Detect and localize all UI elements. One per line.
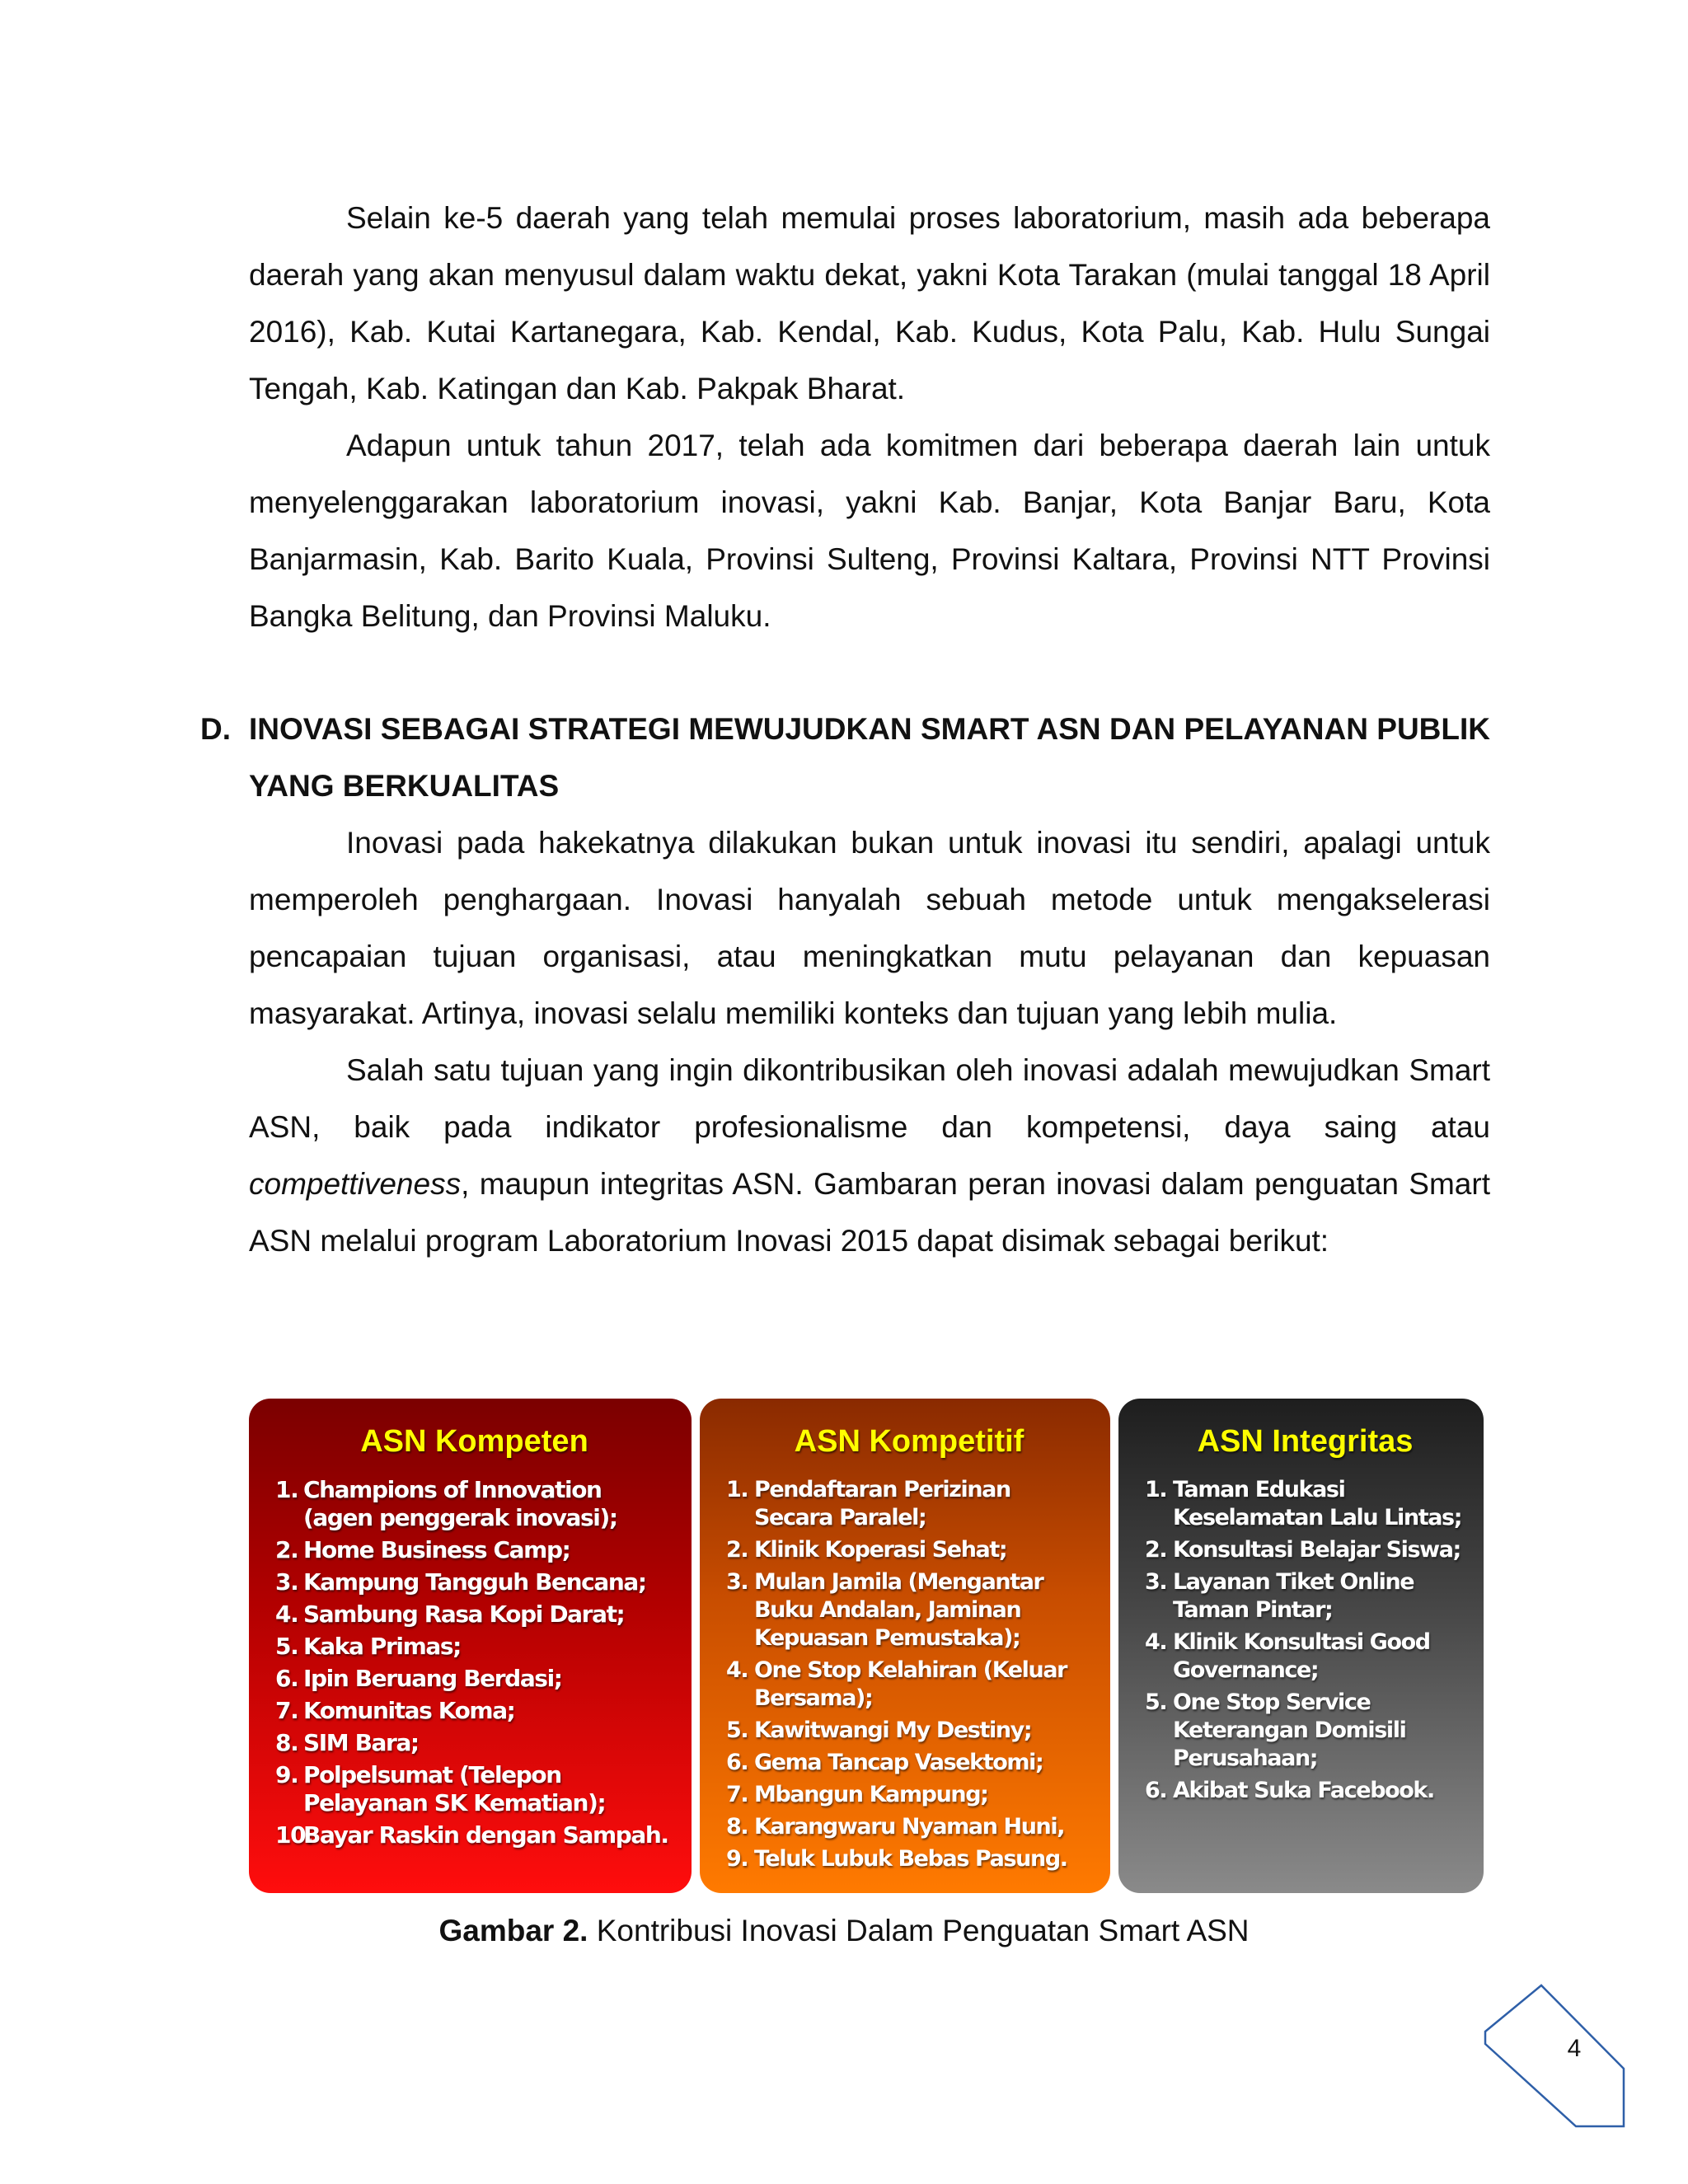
list-item bbox=[1145, 1476, 1465, 1532]
item-number: 3. bbox=[726, 1569, 748, 1595]
item-number: 6. bbox=[1145, 1778, 1167, 1803]
item-number: 8. bbox=[275, 1729, 298, 1756]
card-asn-integritas bbox=[1118, 1399, 1484, 1893]
item-number: 6. bbox=[726, 1750, 748, 1775]
intro-paragraph-1: Selain ke-5 daerah yang telah memulai proses laboratorium, masih ada beberapa daerah yang akan menyusul dalam waktu dekat, yakni Kota Tarakan (mulai tanggal 18 April 2016), Kab. Kutai Kartanegara, Kab. Kendal, Kab. Kudus, Kota Palu, Kab. Hulu Sungai Tengah, Kab. Katingan dan Kab. Pakpak Bharat. bbox=[249, 201, 1490, 405]
item-text: One Stop Service Keterangan Domisili Perusahaan; bbox=[1173, 1690, 1406, 1771]
list-item bbox=[726, 1813, 1092, 1841]
list-item bbox=[726, 1657, 1092, 1713]
item-number: 1. bbox=[726, 1477, 748, 1502]
item-text: Akibat Suka Facebook. bbox=[1173, 1778, 1434, 1803]
section-paragraph-2 bbox=[249, 1042, 1490, 1269]
item-number: 4. bbox=[275, 1601, 298, 1628]
item-text: Home Business Camp; bbox=[303, 1536, 570, 1563]
section-heading bbox=[200, 701, 1490, 814]
item-text: Klinik Koperasi Sehat; bbox=[754, 1537, 1007, 1563]
item-text: Pendaftaran Perizinan Secara Paralel; bbox=[754, 1477, 1010, 1530]
item-text: Taman Edukasi Keselamatan Lalu Lintas; bbox=[1173, 1477, 1462, 1530]
list-item bbox=[726, 1781, 1092, 1809]
item-number: 9. bbox=[275, 1761, 298, 1788]
item-text: Gema Tancap Vasektomi; bbox=[754, 1750, 1043, 1775]
item-text: Kaka Primas; bbox=[303, 1633, 461, 1660]
item-text: Polpelsumat (Telepon Pelayanan SK Kematian); bbox=[303, 1761, 606, 1816]
italic-term: compettiveness bbox=[249, 1167, 462, 1201]
card-title: ASN Integritas bbox=[1197, 1424, 1414, 1459]
list-item bbox=[1145, 1777, 1465, 1805]
list-item bbox=[275, 1761, 673, 1817]
item-number: 5. bbox=[1145, 1690, 1167, 1715]
page-number: 4 bbox=[1567, 2035, 1582, 2062]
list-item bbox=[726, 1536, 1092, 1564]
item-text: Sambung Rasa Kopi Darat; bbox=[303, 1601, 625, 1628]
list-item bbox=[275, 1821, 673, 1849]
list-item bbox=[275, 1601, 673, 1629]
item-number: 9. bbox=[726, 1846, 748, 1872]
intro-paragraph-2: Adapun untuk tahun 2017, telah ada komitmen dari beberapa daerah lain untuk menyelenggarakan laboratorium inovasi, yakni Kab. Banjar, Kota Banjar Baru, Kota Banjarmasin, Kab. Barito Kuala, Provinsi Sulteng, Provinsi Kaltara, Provinsi NTT Provinsi Bangka Belitung, dan Provinsi Maluku. bbox=[249, 429, 1490, 633]
list-item bbox=[726, 1568, 1092, 1652]
item-number: 4. bbox=[1145, 1629, 1167, 1655]
caption-label: Gambar 2. bbox=[438, 1914, 588, 1947]
item-text: Kawitwangi My Destiny; bbox=[754, 1718, 1032, 1743]
card-list bbox=[1145, 1476, 1465, 1805]
card-title: ASN Kompeten bbox=[360, 1424, 588, 1459]
page-number-marker bbox=[1484, 1982, 1632, 2130]
list-item bbox=[726, 1717, 1092, 1745]
item-text: Klinik Konsultasi Good Governance; bbox=[1173, 1629, 1430, 1683]
item-text: One Stop Kelahiran (Keluar Bersama); bbox=[754, 1657, 1067, 1711]
list-item bbox=[275, 1665, 673, 1693]
item-text: Komunitas Koma; bbox=[303, 1697, 515, 1724]
item-number: 7. bbox=[275, 1697, 298, 1724]
list-item bbox=[726, 1749, 1092, 1777]
item-number: 3. bbox=[1145, 1569, 1167, 1595]
list-item bbox=[1145, 1629, 1465, 1685]
figure-caption bbox=[0, 1910, 1688, 1952]
section-letter: D. bbox=[200, 712, 231, 746]
item-number: 5. bbox=[275, 1633, 298, 1660]
card-title: ASN Kompetitif bbox=[794, 1424, 1025, 1459]
item-text: Teluk Lubuk Bebas Pasung. bbox=[754, 1846, 1067, 1872]
card-list bbox=[275, 1476, 673, 1849]
item-text: Champions of Innovation (agen penggerak inovasi); bbox=[303, 1476, 617, 1531]
item-number: 5. bbox=[726, 1718, 748, 1743]
card-list bbox=[726, 1476, 1092, 1873]
list-item bbox=[726, 1845, 1092, 1873]
card-asn-kompetitif bbox=[700, 1399, 1110, 1893]
item-number: 8. bbox=[726, 1814, 748, 1840]
item-text: Ipin Beruang Berdasi; bbox=[303, 1665, 562, 1692]
list-item bbox=[275, 1633, 673, 1661]
item-number: 4. bbox=[726, 1657, 748, 1683]
item-text: Layanan Tiket Online Taman Pintar; bbox=[1173, 1569, 1414, 1623]
item-number: 2. bbox=[726, 1537, 748, 1563]
list-item bbox=[275, 1476, 673, 1532]
list-item bbox=[1145, 1689, 1465, 1773]
list-item bbox=[275, 1729, 673, 1757]
item-text: Karangwaru Nyaman Huni, bbox=[754, 1814, 1065, 1840]
item-number: 2. bbox=[275, 1536, 298, 1563]
smart-asn-figure bbox=[249, 1399, 1484, 1893]
item-text: Bayar Raskin dengan Sampah. bbox=[303, 1821, 668, 1849]
item-text: SIM Bara; bbox=[303, 1729, 419, 1756]
list-item bbox=[1145, 1536, 1465, 1564]
paragraph-text: Salah satu tujuan yang ingin dikontribusikan oleh inovasi adalah mewujudkan Smart ASN, baik pada indikator profesionalisme dan kompetensi, daya saing atau bbox=[249, 1053, 1490, 1144]
item-number: 1. bbox=[275, 1476, 298, 1503]
paragraph-text: , maupun integritas ASN. Gambaran peran inovasi dalam penguatan Smart ASN melalui program Laboratorium Inovasi 2015 dapat disimak sebagai berikut: bbox=[249, 1167, 1490, 1258]
card-asn-kompeten bbox=[249, 1399, 692, 1893]
section-d bbox=[200, 701, 1490, 1269]
item-text: Kampung Tangguh Bencana; bbox=[303, 1568, 646, 1596]
item-text: Mulan Jamila (Mengantar Buku Andalan, Jaminan Kepuasan Pemustaka); bbox=[754, 1569, 1043, 1651]
list-item bbox=[275, 1697, 673, 1725]
item-text: Konsultasi Belajar Siswa; bbox=[1173, 1537, 1461, 1563]
section-paragraph-1: Inovasi pada hakekatnya dilakukan bukan untuk inovasi itu sendiri, apalagi untuk memperoleh penghargaan. Inovasi hanyalah sebuah metode untuk mengakselerasi pencapaian tujuan organisasi, atau meningkatkan mutu pelayanan dan kepuasan masyarakat. Artinya, inovasi selalu memiliki konteks dan tujuan yang lebih mulia. bbox=[249, 826, 1490, 1030]
item-number: 1. bbox=[1145, 1477, 1167, 1502]
item-number: 3. bbox=[275, 1568, 298, 1596]
list-item bbox=[1145, 1568, 1465, 1624]
caption-text: Kontribusi Inovasi Dalam Penguatan Smart ASN bbox=[588, 1914, 1250, 1947]
list-item bbox=[275, 1536, 673, 1564]
intro-section bbox=[249, 190, 1490, 644]
list-item bbox=[726, 1476, 1092, 1532]
page-marker-shape bbox=[1485, 1985, 1624, 2126]
item-number: 7. bbox=[726, 1782, 748, 1807]
item-number: 2. bbox=[1145, 1537, 1167, 1563]
item-number: 10. bbox=[275, 1821, 313, 1849]
item-text: Mbangun Kampung; bbox=[754, 1782, 988, 1807]
section-title: INOVASI SEBAGAI STRATEGI MEWUJUDKAN SMART ASN DAN PELAYANAN PUBLIK YANG BERKUALITAS bbox=[249, 712, 1490, 803]
list-item bbox=[275, 1568, 673, 1596]
item-number: 6. bbox=[275, 1665, 298, 1692]
